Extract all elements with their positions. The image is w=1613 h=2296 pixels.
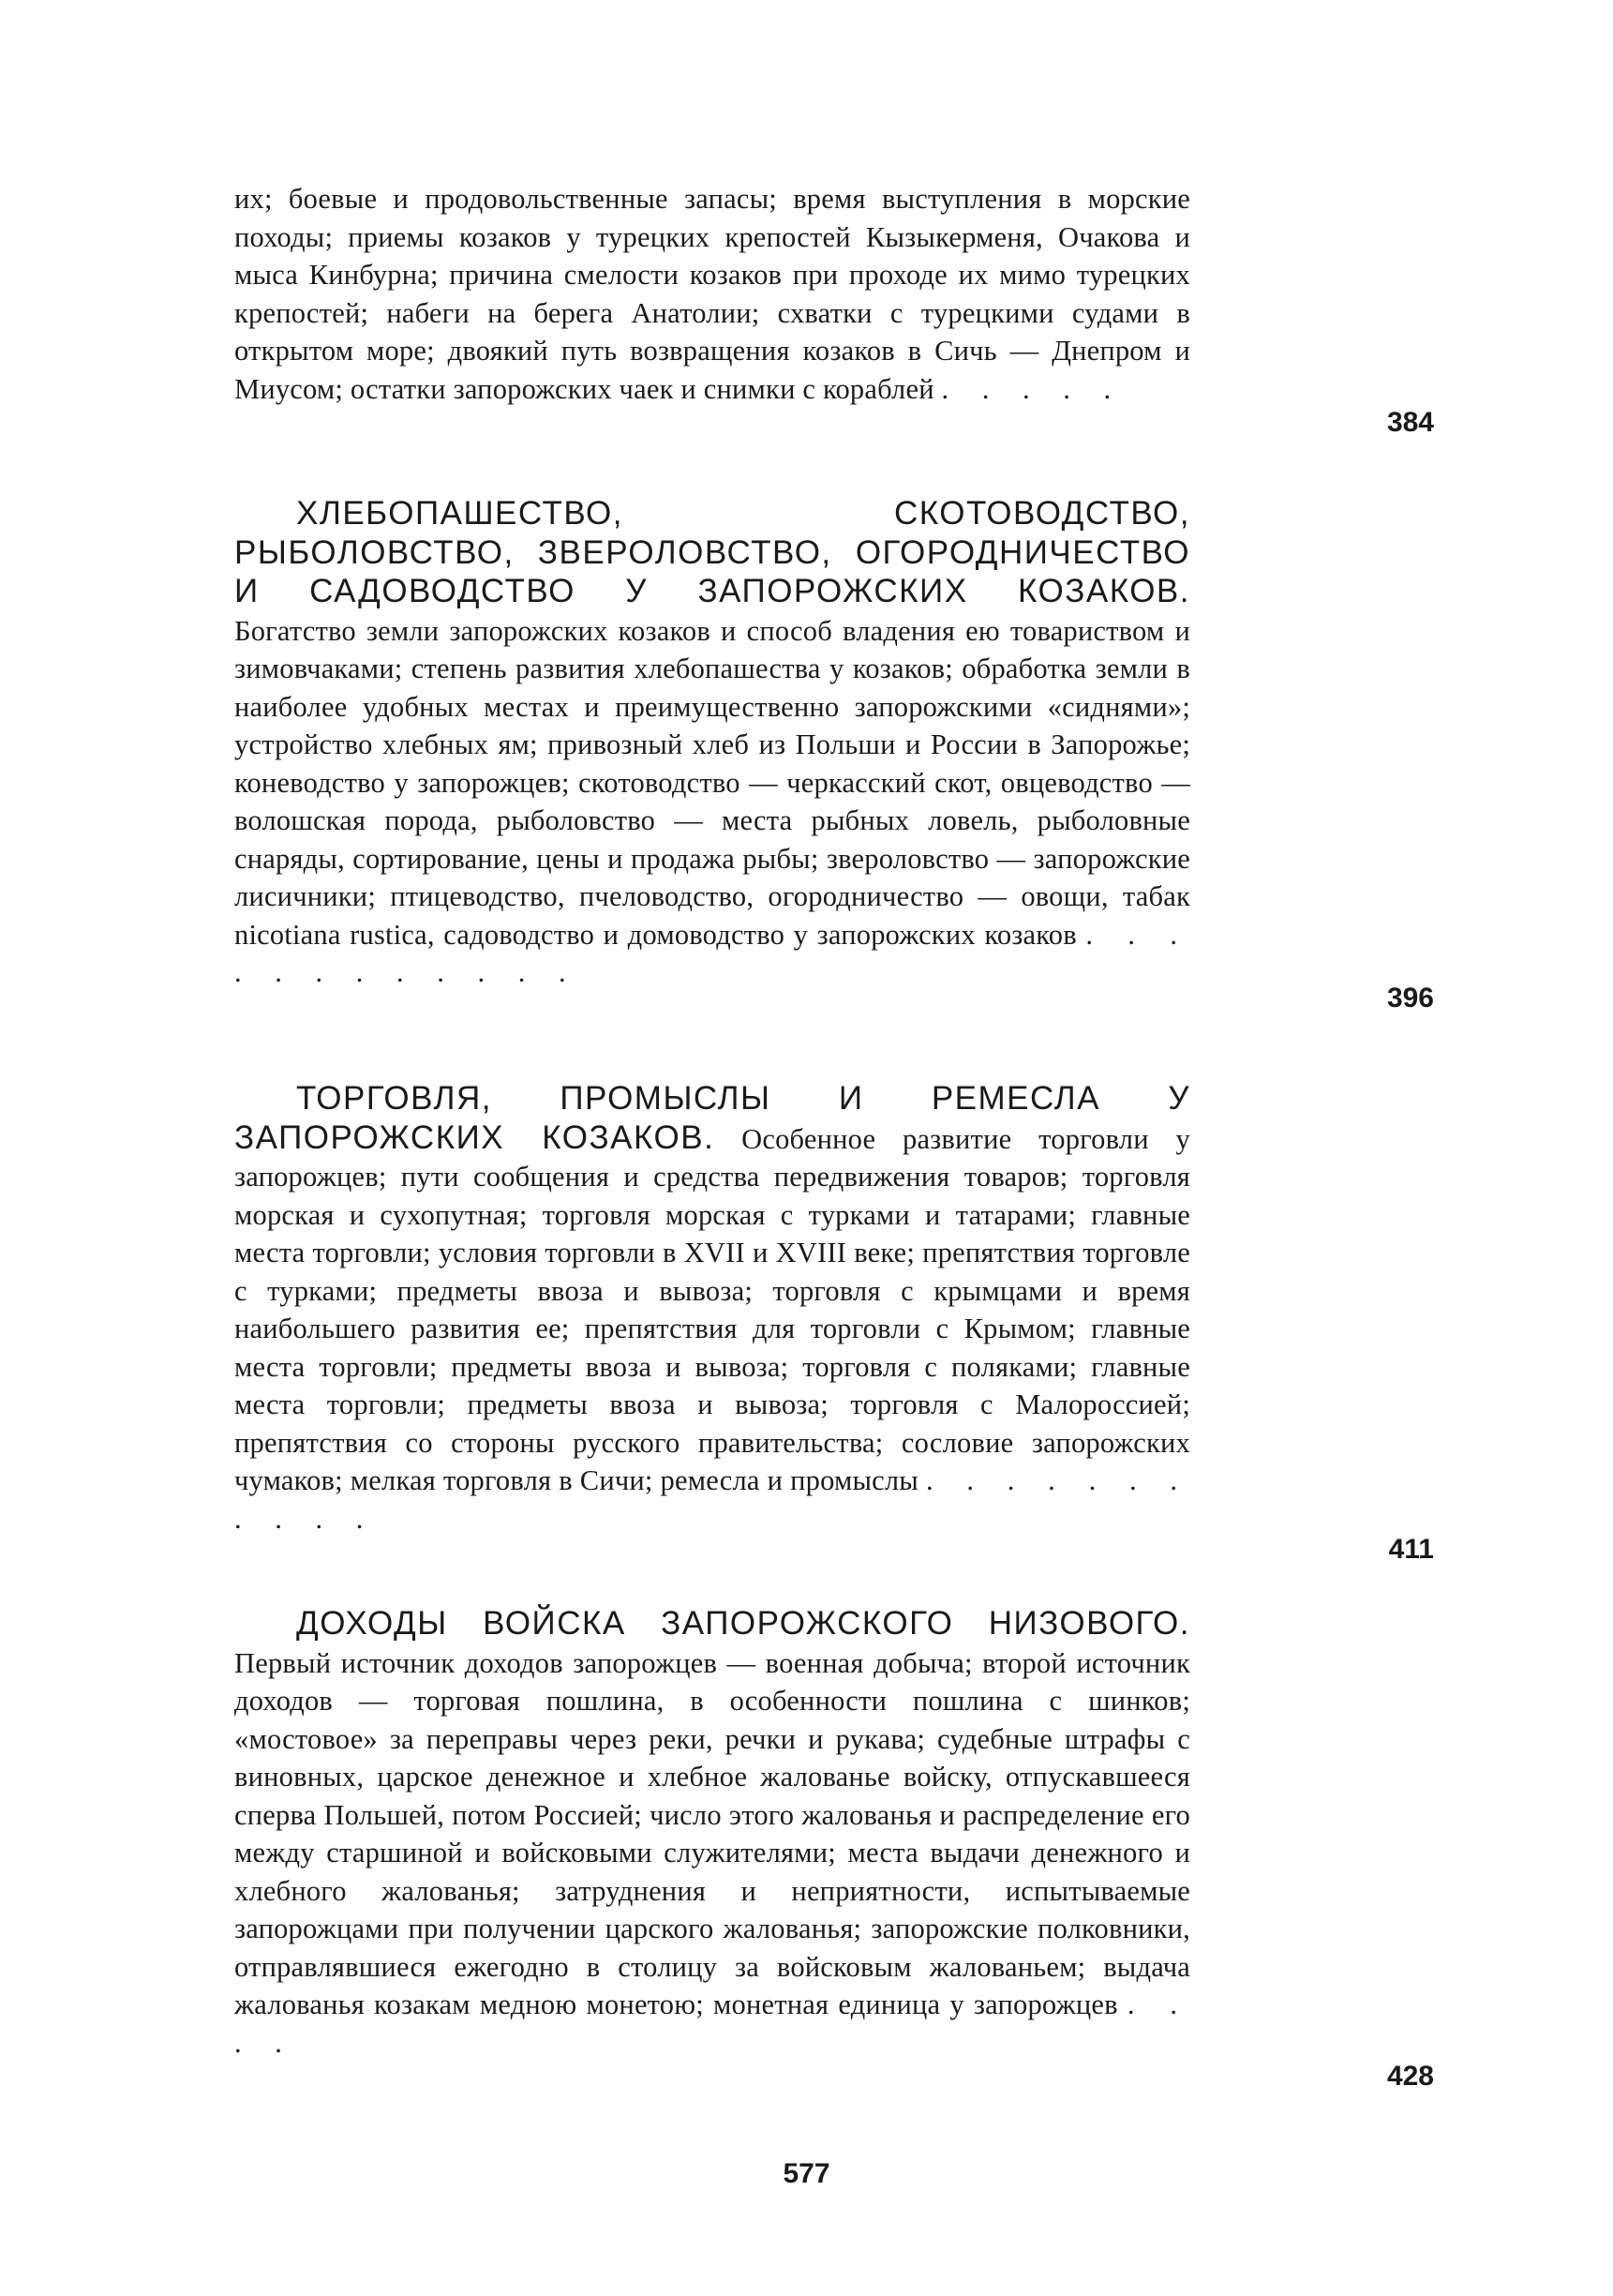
toc-entry bbox=[234, 1605, 1190, 2062]
entry-page-ref: 428 bbox=[1386, 2061, 1434, 2092]
entry-text: Богатство земли запорожских козаков и способ владения ею товариством и зимовчаками; степень развития хлебопашества у козаков; обработка земли в наиболее удобных местах и преимущественно запорожскими «сиднями»; устройство хлебных ям; привозный хлеб из Польши и России в Запорожье; коневодство у запорожцев; скотоводство — черкасский скот, овцеводство — волошская порода, рыболовство — места рыбных ловель, рыболовные снаряды, сортирование, цены и продажа рыбы; звероловство — запорожские лисичники; птицеводство, пчеловодство, огородничество — овощи, табак nicotiana rustica, садоводство и домоводство у запорожских козаков bbox=[234, 614, 1190, 951]
entry-text: Первый источник доходов запорожцев — военная добыча; второй источник доходов — торговая пошлина, в особенности пошлина с шинков; «мостовое» за переправы через реки, речки и рукава; судебные штрафы с виновных, царское денежное и хлебное жалованье войску, отпускавшееся сперва Польшей, потом Россией; число этого жалованья и распределение его между старшиной и войсковыми служителями; места выдачи денежного и хлебного жалованья; затруднения и неприятности, испытываемые запорожцами при получении царского жалованья; запорожские полковники, отправлявшиеся ежегодно в столицу за войсковым жалованьем; выдача жалованья козакам медною монетою; монетная единица у запорожцев bbox=[234, 1646, 1190, 2020]
dot-leader: . . . . . bbox=[941, 372, 1125, 405]
entry-page-ref: 411 bbox=[1388, 1534, 1434, 1565]
entry-description bbox=[234, 495, 1190, 992]
entry-text: их; боевые и продовольственные запасы; время выступления в морские походы; приемы козаков у турецких крепостей Кызыкерменя, Очакова и мыса Кинбурна; причина смелости козаков при проходе их мимо турецких крепостей; набеги на берега Анатолии; схватки с турецкими судами в открытом море; двоякий путь возвращения козаков в Сичь — Днепром и Миусом; остатки запорожских чаек и снимки с кораблей bbox=[234, 183, 1190, 405]
entry-title: ДОХОДЫ ВОЙСКА ЗАПОРОЖСКОГО НИЗОВОГО. bbox=[296, 1605, 1190, 1642]
entry-description bbox=[234, 180, 1190, 408]
entry-description bbox=[234, 1080, 1190, 1538]
toc-entry bbox=[234, 180, 1190, 408]
page-number: 577 bbox=[783, 2158, 830, 2189]
entry-page-ref: 396 bbox=[1386, 983, 1434, 1013]
toc-entry bbox=[234, 1080, 1190, 1538]
entry-text: Особенное развитие торговли у запорожцев; пути сообщения и средства передвижения товаров; торговля морская и сухопутная; торговля морская с турками и татарами; главные места торговли; условия торговли в XVII и XVIII веке; препятствия торговле с турками; предметы ввоза и вывоза; торговля с крымцами и время наибольшего развития ее; препятствия для торговли с Крымом; главные места торговли; предметы ввоза и вывоза; торговля с поляками; главные места торговли; предметы ввоза и вывоза; торговля с Малороссией; препятствия со стороны русского правительства; сословие запорожских чумаков; мелкая торговля в Сичи; ремесла и промыслы bbox=[234, 1122, 1190, 1496]
entry-description bbox=[234, 1605, 1190, 2062]
entry-title: ХЛЕБОПАШЕСТВО, СКОТОВОДСТВО, РЫБОЛОВСТВО, ЗВЕРОЛОВСТВО, ОГОРОДНИЧЕСТВО И САДОВОДСТВО У ЗАПОРОЖСКИХ КОЗАКОВ. bbox=[234, 495, 1190, 609]
dot-leader: . . . . bbox=[234, 1988, 1190, 2059]
toc-entry bbox=[234, 495, 1190, 992]
dot-leader: . . . . . . . . . . . bbox=[234, 1464, 1191, 1535]
dot-leader: . . . . . . . . . . . . bbox=[234, 918, 1191, 988]
entry-title: ТОРГОВЛЯ, ПРОМЫСЛЫ И РЕМЕСЛА У ЗАПОРОЖСКИХ КОЗАКОВ. bbox=[234, 1080, 1190, 1156]
entry-page-ref: 384 bbox=[1386, 407, 1434, 438]
